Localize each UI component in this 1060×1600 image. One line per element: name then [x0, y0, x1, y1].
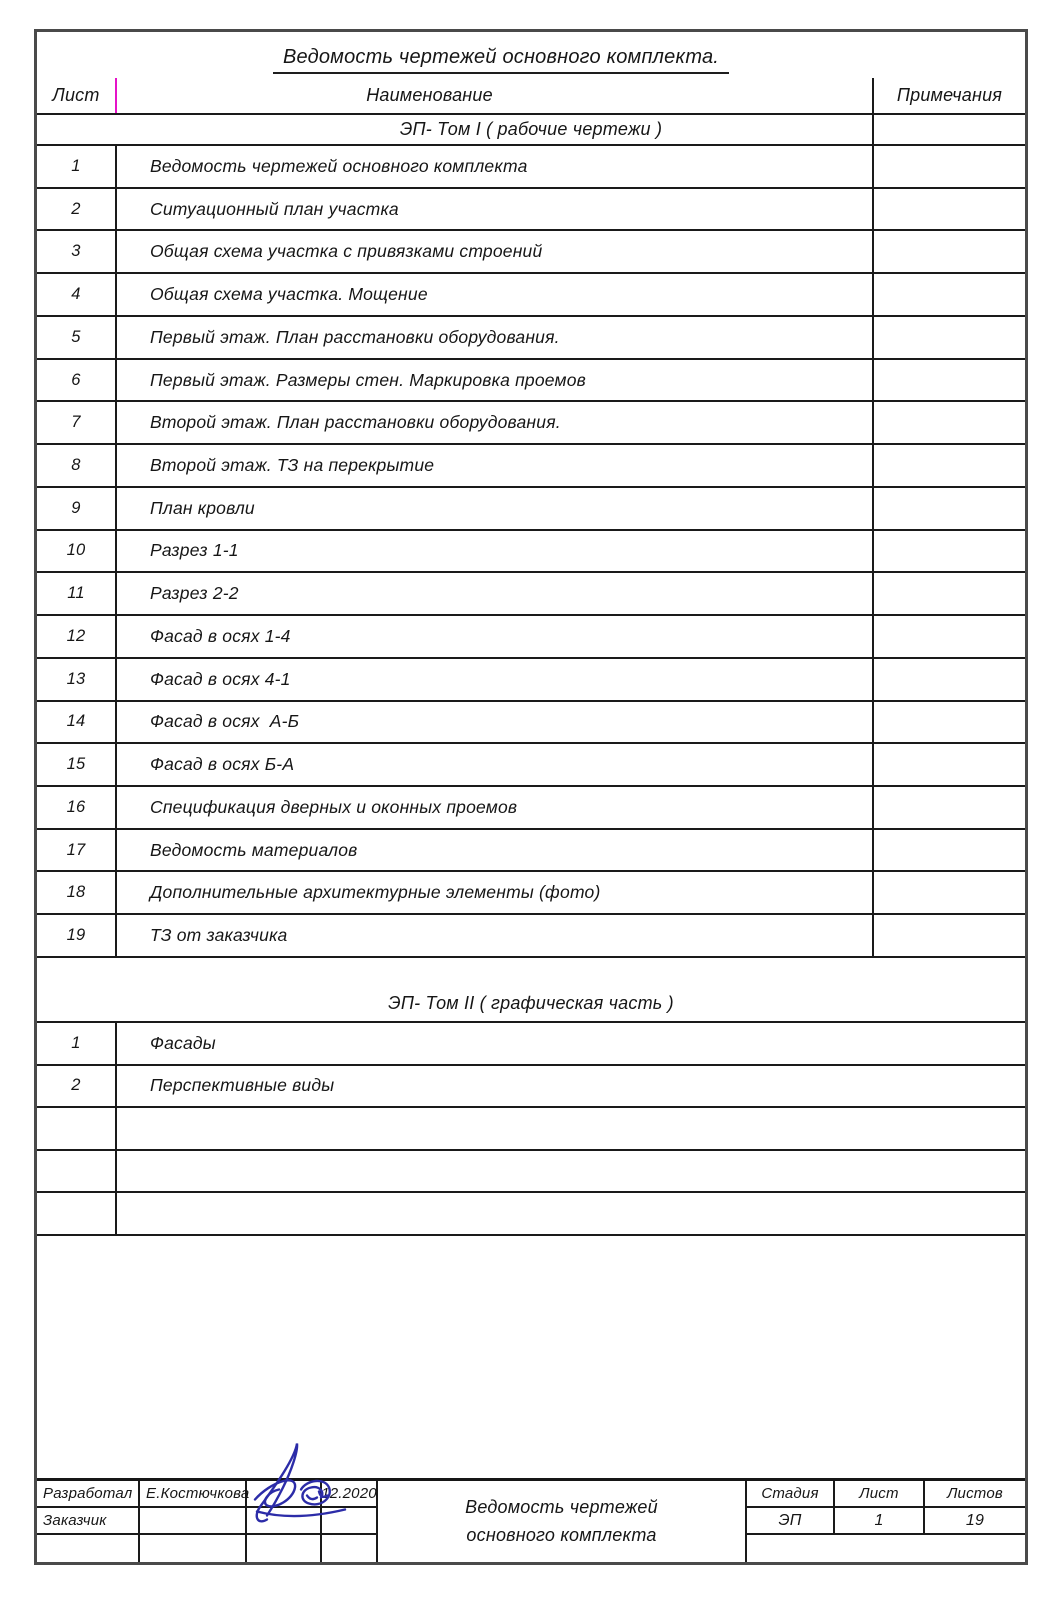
table-row [37, 872, 1025, 915]
title-block-date: 12.2020 [322, 1481, 378, 1508]
row-number: 4 [37, 274, 117, 315]
row-notes [872, 445, 1025, 486]
table-row [37, 744, 1025, 787]
row-name: Фасад в осях 1-4 [150, 625, 291, 646]
table-row [37, 317, 1025, 360]
row-notes [872, 616, 1025, 657]
row-number: 11 [37, 573, 117, 614]
doc-title-line1: Ведомость чертежей [465, 1496, 658, 1517]
table-row [37, 1066, 1025, 1109]
row-notes [872, 274, 1025, 315]
row-notes [872, 146, 1025, 187]
table-row [37, 1023, 1025, 1066]
row-notes [872, 402, 1025, 443]
row-name: ТЗ от заказчика [150, 925, 288, 946]
row-name: Общая схема участка с привязками строений [150, 241, 543, 262]
title-block-empty-role [37, 1535, 140, 1562]
row-name: План кровли [150, 497, 255, 518]
table-row [37, 360, 1025, 403]
table-row [37, 573, 1025, 616]
row-name [117, 1151, 1025, 1192]
row-number: 2 [37, 1066, 117, 1107]
title-block-role-customer: Заказчик [37, 1508, 140, 1535]
title-block-empty-date [322, 1535, 378, 1562]
table-row [37, 1108, 1025, 1151]
row-notes [872, 744, 1025, 785]
row-notes [872, 317, 1025, 358]
row-name: Фасад в осях А-Б [150, 711, 300, 732]
row-name: Общая схема участка. Мощение [150, 284, 428, 305]
row-name: Ситуационный план участка [150, 198, 399, 219]
table-row [37, 488, 1025, 531]
column-header-name-label: Наименование [366, 85, 493, 105]
title-block-developer-name: Е.Костючкова [140, 1481, 247, 1508]
table-row [37, 189, 1025, 232]
section-header-volume2 [37, 958, 1025, 1023]
row-name: Ведомость материалов [150, 839, 358, 860]
title-block-date2 [322, 1508, 378, 1535]
table-header-row [37, 78, 1025, 115]
table-row [37, 445, 1025, 488]
sheet-label: Лист [835, 1481, 925, 1508]
row-notes [872, 830, 1025, 871]
row-notes [872, 872, 1025, 913]
sheets-label: Листов [925, 1481, 1025, 1508]
row-number: 10 [37, 531, 117, 572]
table-row [37, 1193, 1025, 1236]
section-header-volume1 [37, 115, 1025, 146]
row-number: 1 [37, 1023, 117, 1064]
table-row [37, 274, 1025, 317]
row-name: Разрез 2-2 [150, 583, 239, 604]
table-row [37, 231, 1025, 274]
table-row [37, 616, 1025, 659]
row-number [37, 1151, 117, 1192]
row-number: 1 [37, 146, 117, 187]
row-number: 13 [37, 659, 117, 700]
table-row [37, 915, 1025, 958]
stage-label: Стадия [747, 1481, 835, 1508]
column-header-sheet: Лист [37, 78, 117, 113]
title-block-customer-name [140, 1508, 247, 1535]
row-name [117, 1193, 1025, 1234]
title-block [37, 1478, 1025, 1562]
row-number: 5 [37, 317, 117, 358]
row-number: 16 [37, 787, 117, 828]
column-header-name [117, 78, 872, 113]
row-notes [872, 231, 1025, 272]
table-row [37, 830, 1025, 873]
table-row [37, 659, 1025, 702]
title-band [37, 32, 1025, 78]
row-name: Ведомость чертежей основного комплекта [150, 155, 528, 176]
row-number: 12 [37, 616, 117, 657]
row-name: Первый этаж. Размеры стен. Маркировка проемов [150, 369, 586, 390]
row-notes [872, 659, 1025, 700]
row-number: 9 [37, 488, 117, 529]
row-notes [872, 531, 1025, 572]
table-row [37, 1151, 1025, 1194]
doc-title-line2: основного комплекта [466, 1524, 657, 1545]
title-block-signature-cell2 [247, 1508, 322, 1535]
row-name: Второй этаж. ТЗ на перекрытие [150, 455, 435, 475]
title-block-bottom-merged-cell [747, 1535, 1025, 1562]
row-number: 18 [37, 872, 117, 913]
column-header-notes [872, 78, 1025, 113]
row-notes [872, 189, 1025, 230]
sheets-value: 19 [925, 1508, 1025, 1535]
row-number: 7 [37, 402, 117, 443]
table-row [37, 787, 1025, 830]
row-name: Фасады [150, 1032, 216, 1053]
row-notes [872, 360, 1025, 401]
table-row [37, 531, 1025, 574]
row-notes [872, 573, 1025, 614]
row-name: Первый этаж. План расстановки оборудования. [150, 326, 560, 347]
title-block-empty-sig [247, 1535, 322, 1562]
section-title: ЭП- Том II ( графическая часть ) [388, 993, 674, 1013]
row-number [37, 1108, 117, 1149]
row-notes [872, 488, 1025, 529]
title-block-empty-name [140, 1535, 247, 1562]
volume1-rows [37, 146, 1025, 958]
row-number: 2 [37, 189, 117, 230]
notes-column-divider [872, 115, 874, 144]
row-name: Спецификация дверных и оконных проемов [150, 796, 518, 817]
row-name [117, 1108, 1025, 1149]
row-name: Фасад в осях Б-А [150, 754, 295, 775]
table-row [37, 146, 1025, 189]
blank-area [37, 1236, 1025, 1478]
sheet-value: 1 [835, 1508, 925, 1535]
title-block-role-developed: Разработал [37, 1481, 140, 1508]
row-number: 19 [37, 915, 117, 956]
row-number: 6 [37, 360, 117, 401]
row-number: 14 [37, 702, 117, 743]
stage-value: ЭП [747, 1508, 835, 1535]
row-number: 8 [37, 445, 117, 486]
column-header-notes-label: Примечания [896, 85, 1003, 105]
row-number: 15 [37, 744, 117, 785]
row-number [37, 1193, 117, 1234]
section-title: ЭП- Том I ( рабочие чертежи ) [399, 119, 663, 139]
row-name: Дополнительные архитектурные элементы (фото) [150, 882, 601, 903]
volume2-rows [37, 1023, 1025, 1236]
row-name: Перспективные виды [150, 1075, 335, 1096]
row-name: Фасад в осях 4-1 [150, 668, 291, 689]
title-block-signature-cell [247, 1481, 322, 1508]
row-name: Разрез 1-1 [150, 540, 239, 561]
row-notes [872, 787, 1025, 828]
row-notes [872, 702, 1025, 743]
row-number: 3 [37, 231, 117, 272]
sheet-frame [34, 29, 1028, 1565]
row-number: 17 [37, 830, 117, 871]
table-row [37, 702, 1025, 745]
row-notes [872, 915, 1025, 956]
page-title: Ведомость чертежей основного комплекта. [273, 46, 729, 74]
row-name: Второй этаж. План расстановки оборудования. [150, 412, 561, 433]
title-block-doc-title [378, 1481, 747, 1562]
table-row [37, 402, 1025, 445]
